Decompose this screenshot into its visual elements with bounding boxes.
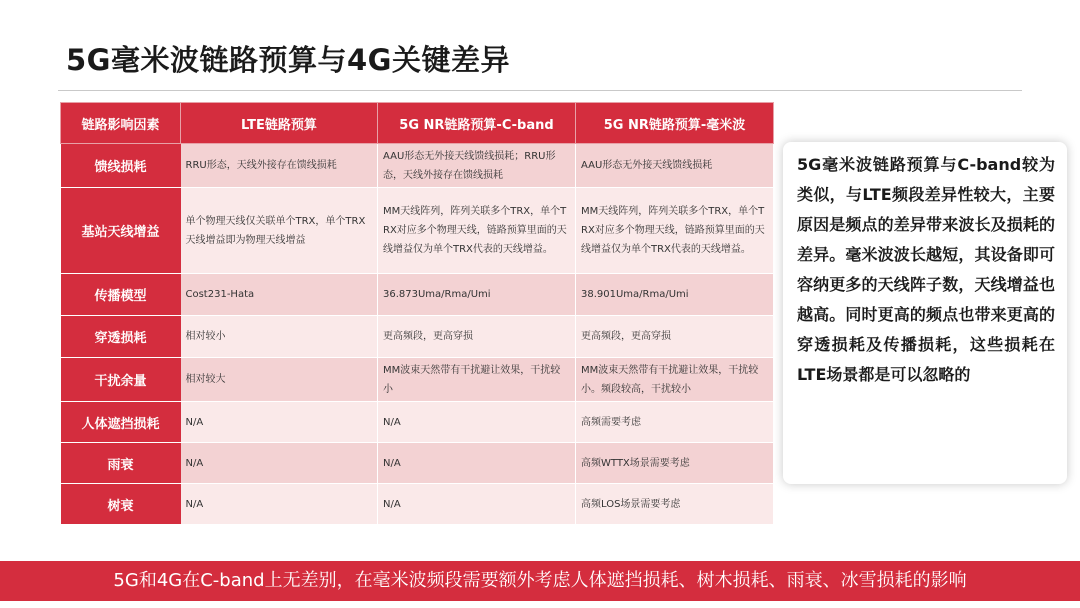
table-row: [61, 484, 774, 525]
header-nr-cband: 5G NR链路预算-C-band: [378, 103, 576, 144]
page-title: 5G毫米波链路预算与4G关键差异: [66, 43, 510, 77]
footer-banner: 5G和4G在C-band上无差别，在毫米波频段需要额外考虑人体遮挡损耗、树木损耗、雨衰、冰雪损耗的影响: [0, 561, 1080, 601]
table-row: [61, 274, 774, 316]
table-cell: AAU形态无外接天线馈线损耗: [576, 144, 774, 188]
header-factor: 链路影响因素: [61, 103, 181, 144]
table-cell: 36.873Uma/Rma/Umi: [378, 274, 576, 316]
table-row: [61, 188, 774, 274]
header-nr-mmwave: 5G NR链路预算-毫米波: [576, 103, 774, 144]
row-header: 基站天线增益: [61, 188, 181, 274]
table-header-row: [61, 103, 774, 144]
title-divider: [58, 90, 1022, 91]
table-row: [61, 358, 774, 402]
table-cell: N/A: [181, 484, 378, 525]
table-cell: N/A: [181, 402, 378, 443]
table-row: [61, 402, 774, 443]
table-cell: 高频LOS场景需要考虑: [576, 484, 774, 525]
link-budget-table: [60, 102, 774, 525]
row-header: 人体遮挡损耗: [61, 402, 181, 443]
row-header: 树衰: [61, 484, 181, 525]
table-cell: 更高频段，更高穿损: [378, 316, 576, 358]
side-note-text: 5G毫米波链路预算与C-band较为类似，与LTE频段差异性较大，主要原因是频点的差异带来波长及损耗的差异。毫米波波长越短，其设备即可容纳更多的天线阵子数，天线增益也越高。同时更高的频点也带来更高的穿透损耗及传播损耗，这些损耗在LTE场景都是可以忽略的: [797, 155, 1055, 384]
table-cell: MM波束天然带有干扰避让效果，干扰较小。频段较高，干扰较小: [576, 358, 774, 402]
row-header: 传播模型: [61, 274, 181, 316]
table-cell: N/A: [181, 443, 378, 484]
table-cell: N/A: [378, 484, 576, 525]
table-row: [61, 144, 774, 188]
table-cell: MM波束天然带有干扰避让效果，干扰较小: [378, 358, 576, 402]
row-header: 雨衰: [61, 443, 181, 484]
row-header: 干扰余量: [61, 358, 181, 402]
table-cell: 相对较小: [181, 316, 378, 358]
table-cell: RRU形态，天线外接存在馈线损耗: [181, 144, 378, 188]
table-cell: MM天线阵列，阵列关联多个TRX，单个TRX对应多个物理天线，链路预算里面的天线增益仅为单个TRX代表的天线增益。: [378, 188, 576, 274]
table-cell: 更高频段，更高穿损: [576, 316, 774, 358]
table-cell: Cost231-Hata: [181, 274, 378, 316]
table-cell: 高频需要考虑: [576, 402, 774, 443]
table-cell: 单个物理天线仅关联单个TRX，单个TRX天线增益即为物理天线增益: [181, 188, 378, 274]
header-lte: LTE链路预算: [181, 103, 378, 144]
table-row: [61, 316, 774, 358]
row-header: 穿透损耗: [61, 316, 181, 358]
table-cell: AAU形态无外接天线馈线损耗；RRU形态，天线外接存在馈线损耗: [378, 144, 576, 188]
row-header: 馈线损耗: [61, 144, 181, 188]
table-cell: N/A: [378, 402, 576, 443]
table-cell: MM天线阵列，阵列关联多个TRX，单个TRX对应多个物理天线，链路预算里面的天线增益仅为单个TRX代表的天线增益。: [576, 188, 774, 274]
side-note-card: [783, 142, 1067, 484]
table-cell: 相对较大: [181, 358, 378, 402]
table-cell: 高频WTTX场景需要考虑: [576, 443, 774, 484]
table-cell: N/A: [378, 443, 576, 484]
table-cell: 38.901Uma/Rma/Umi: [576, 274, 774, 316]
table-row: [61, 443, 774, 484]
